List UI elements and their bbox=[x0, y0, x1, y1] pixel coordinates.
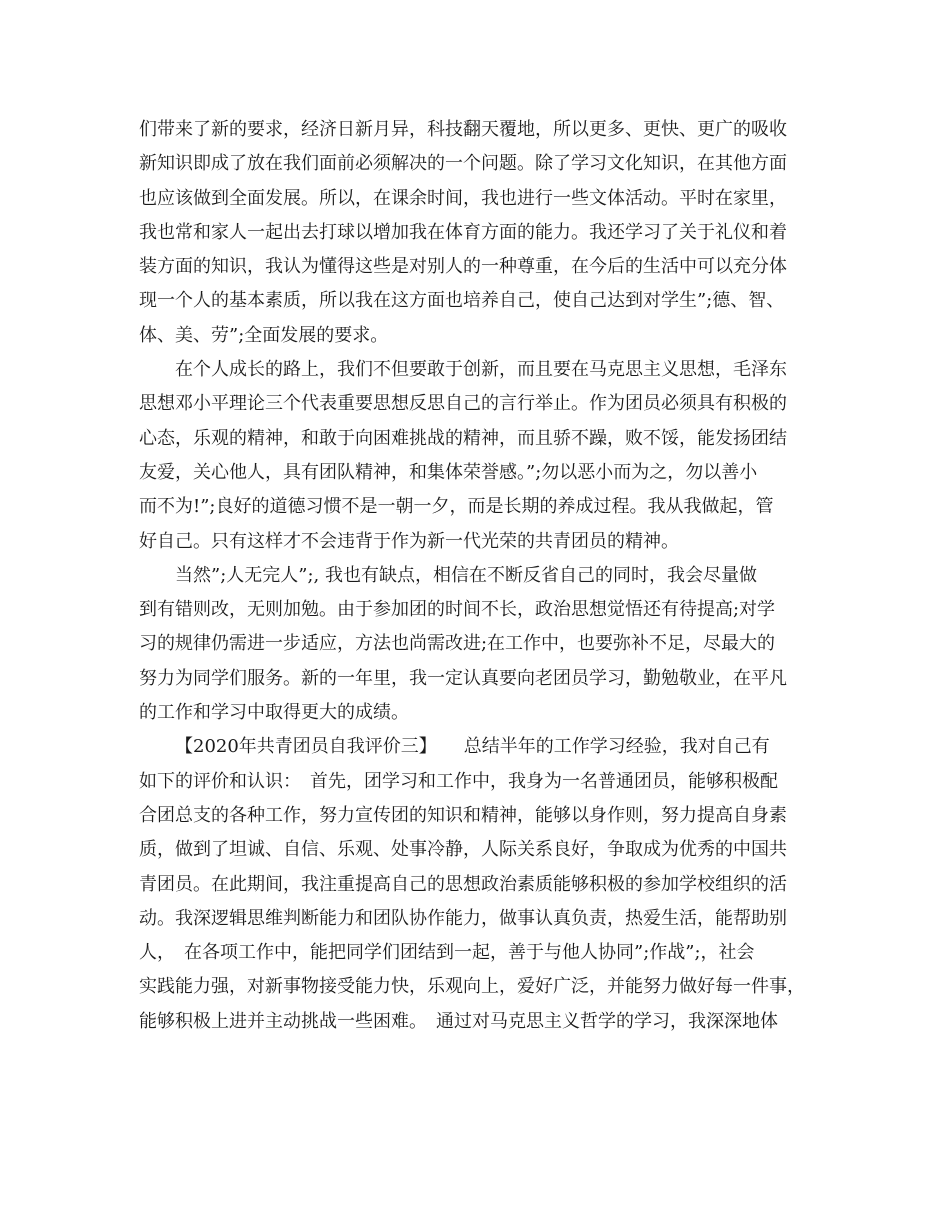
text-line: 而不为!”;良好的道德习惯不是一朝一夕，而是长期的养成过程。我从我做起，管 bbox=[139, 496, 774, 518]
text-line: 努力为同学们服务。新的一年里，我一定认真要向老团员学习，勤勉敬业，在平凡 bbox=[139, 667, 787, 689]
text-line: 心态，乐观的精神，和敢于向困难挑战的精神，而且骄不躁，败不馁，能发扬团结 bbox=[139, 427, 787, 449]
text-line: 习的规律仍需进一步适应，方法也尚需改进;在工作中，也要弥补不足，尽最大的 bbox=[139, 633, 776, 655]
text-line: 也应该做到全面发展。所以，在课余时间，我也进行一些文体活动。平时在家里， bbox=[139, 187, 787, 209]
text-line: 体、美、劳”;全面发展的要求。 bbox=[139, 324, 389, 346]
text-line: 【2020年共青团员自我评价三】 总结半年的工作学习经验，我对自己有 bbox=[175, 736, 770, 758]
text-line: 装方面的知识，我认为懂得这些是对别人的一种尊重，在今后的生活中可以充分体 bbox=[139, 256, 787, 278]
text-line: 质，做到了坦诚、自信、乐观、处事冷静，人际关系良好，争取成为优秀的中国共 bbox=[139, 839, 787, 861]
text-line: 友爱，关心他人，具有团队精神，和集体荣誉感。”;勿以恶小而为之，勿以善小 bbox=[139, 461, 758, 483]
text-line: 能够积极上进并主动挑战一些困难。 通过对马克思主义哲学的学习，我深深地体 bbox=[139, 1010, 778, 1032]
text-line: 动。我深逻辑思维判断能力和团队协作能力，做事认真负责，热爱生活，能帮助别 bbox=[139, 907, 787, 929]
text-line: 在个人成长的路上，我们不但要敢于创新，而且要在马克思主义思想，毛泽东 bbox=[175, 359, 787, 381]
text-line: 新知识即成了放在我们面前必须解决的一个问题。除了学习文化知识，在其他方面 bbox=[139, 153, 787, 175]
text-line: 我也常和家人一起出去打球以增加我在体育方面的能力。我还学习了关于礼仪和着 bbox=[139, 221, 787, 243]
text-line: 青团员。在此期间，我注重提高自己的思想政治素质能够积极的参加学校组织的活 bbox=[139, 873, 787, 895]
text-line: 思想邓小平理论三个代表重要思想反思自己的言行举止。作为团员必须具有积极的 bbox=[139, 393, 787, 415]
text-line: 如下的评价和认识： 首先，团学习和工作中，我身为一名普通团员，能够积极配 bbox=[139, 770, 778, 792]
text-line: 当然”;人无完人”;, 我也有缺点，相信在不断反省自己的同时，我会尽量做 bbox=[175, 564, 757, 586]
text-line: 人， 在各项工作中，能把同学们团结到一起，善于与他人协同”;作战”;，社会 bbox=[139, 942, 755, 964]
text-line: 们带来了新的要求，经济日新月异，科技翻天覆地，所以更多、更快、更广的吸收 bbox=[139, 119, 787, 140]
document-body bbox=[139, 113, 829, 1039]
text-line: 好自己。只有这样才不会违背于作为新一代光荣的共青团员的精神。 bbox=[139, 530, 679, 552]
text-line: 的工作和学习中取得更大的成绩。 bbox=[139, 702, 409, 724]
text-line: 现一个人的基本素质，所以我在这方面也培养自己，使自己达到对学生”;德、智、 bbox=[139, 290, 785, 312]
text-line: 实践能力强，对新事物接受能力快，乐观向上，爱好广泛，并能努力做好每一件事， bbox=[139, 976, 805, 998]
text-line: 到有错则改，无则加勉。由于参加团的时间不长，政治思想觉悟还有待提高;对学 bbox=[139, 599, 776, 621]
text-line: 合团总支的各种工作，努力宣传团的知识和精神，能够以身作则，努力提高自身素 bbox=[139, 804, 787, 826]
